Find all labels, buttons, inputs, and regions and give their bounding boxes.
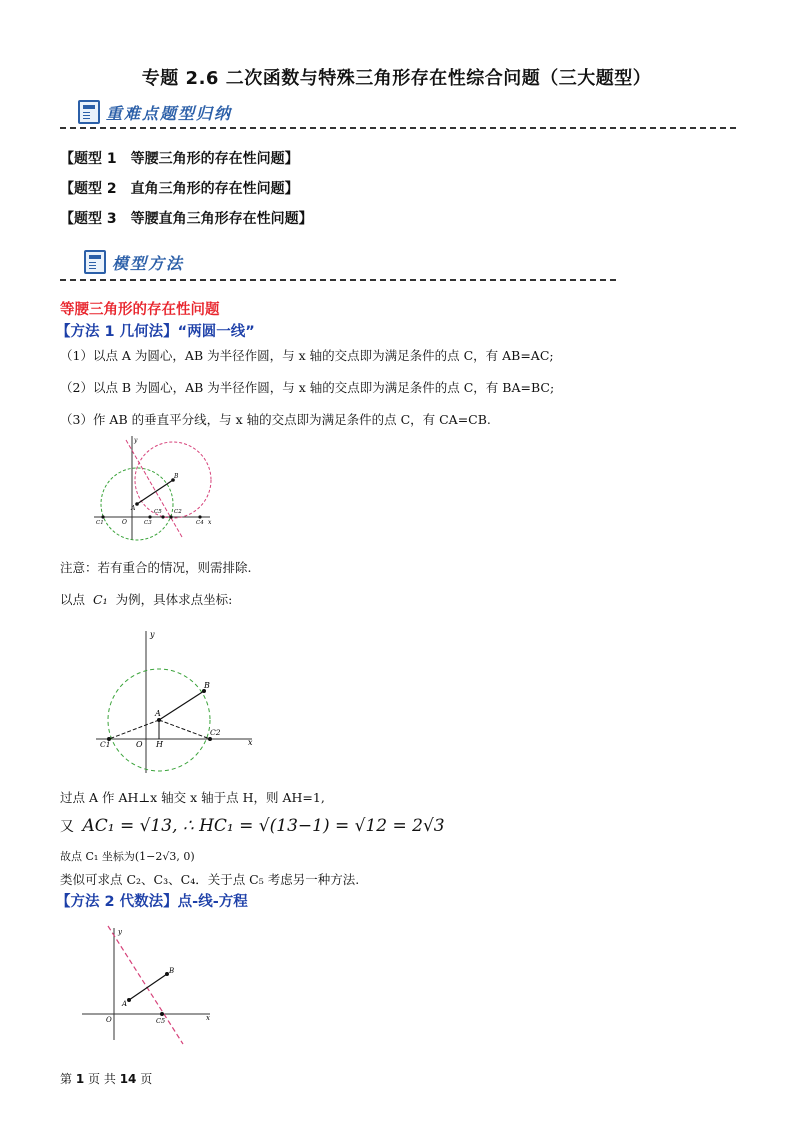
label-c5: C5 (154, 509, 162, 515)
label-a: A (122, 1000, 128, 1008)
point-c2 (169, 515, 172, 518)
page-total: 14 (119, 1072, 137, 1086)
perpendicular-bisector (108, 926, 183, 1044)
label-c5: C5 (156, 1017, 166, 1025)
label-o: O (106, 1016, 112, 1024)
point-a (127, 998, 131, 1002)
segment-ab (159, 691, 204, 720)
label-y: y (150, 630, 155, 639)
section-label: 模型方法 (112, 254, 185, 273)
calc-line-1: 过点 A 作 AH⊥x 轴交 x 轴于点 H，则 AH=1, (60, 790, 325, 805)
section-divider (60, 279, 616, 281)
step-3: （3）作 AB 的垂直平分线，与 x 轴的交点即为满足条件的点 C，有 CA=CB. (60, 412, 491, 427)
section-header-model-methods (84, 250, 184, 274)
label-a: A (155, 709, 161, 718)
figure-circle-point-a (92, 625, 262, 775)
point-c1 (101, 515, 104, 518)
type-item-1: 【题型 1 等腰三角形的存在性问题】 (60, 151, 299, 167)
label-c2: C2 (210, 728, 221, 737)
section-header-key-types (78, 100, 232, 124)
method-2-heading: 【方法 2 代数法】点-线-方程 (56, 894, 248, 910)
page-number: 1 (75, 1072, 85, 1086)
label-c1: C1 (96, 520, 104, 526)
point-a (135, 502, 139, 506)
page-footer: 第 1 页 共 14 页 (60, 1072, 153, 1086)
segment-ab (129, 974, 167, 1000)
document-icon (78, 100, 100, 124)
label-y: y (134, 437, 138, 444)
step-2: （2）以点 B 为圆心，AB 为半径作圆，与 x 轴的交点即为满足条件的点 C，有 BA=BC; (60, 380, 555, 395)
label-c4: C4 (196, 520, 204, 526)
label-o: O (136, 740, 143, 749)
figure-two-circles-one-line (90, 432, 220, 542)
segment-ac1 (109, 720, 159, 739)
type-item-2: 【题型 2 直角三角形的存在性问题】 (60, 181, 299, 197)
perpendicular-bisector (126, 440, 182, 537)
point-c2 (208, 737, 212, 741)
label-o: O (122, 519, 127, 526)
calc-line-2: 又 AC₁ = √13, ∴ HC₁ = √(13−1) = √12 = 2√3 (60, 816, 445, 836)
label-x: x (248, 738, 253, 747)
document-icon (84, 250, 106, 274)
label-a: A (131, 505, 136, 512)
point-c3 (148, 515, 151, 518)
page-title: 专题 2.6 二次函数与特殊三角形存在性综合问题（三大题型） (141, 68, 652, 89)
step-1: （1）以点 A 为圆心，AB 为半径作圆，与 x 轴的交点即为满足条件的点 C，有 AB=AC; (60, 348, 554, 363)
example-line: 以点 C₁ 为例，具体求点坐标: (60, 592, 233, 607)
section-divider (60, 127, 736, 129)
label-h: H (156, 740, 163, 749)
section-label: 重难点题型归纳 (106, 104, 233, 123)
point-a (157, 718, 161, 722)
label-c1: C1 (100, 740, 111, 749)
segment-ab (137, 480, 173, 504)
label-y: y (118, 928, 122, 936)
calc-line-3: 故点 C₁ 坐标为(1−2√3, 0) (60, 850, 195, 863)
label-b: B (169, 967, 175, 975)
note-text: 注意：若有重合的情况，则需排除. (60, 560, 252, 575)
label-x: x (208, 519, 212, 526)
isosceles-heading: 等腰三角形的存在性问题 (60, 302, 220, 318)
point-c5 (161, 515, 164, 518)
type-item-3: 【题型 3 等腰直角三角形存在性问题】 (60, 211, 313, 227)
label-c2: C2 (174, 509, 182, 515)
label-c3: C3 (144, 520, 152, 526)
segment-ac2 (159, 720, 210, 739)
label-b: B (174, 473, 179, 480)
figure-point-line-equation (78, 922, 218, 1047)
point-c4 (198, 515, 201, 518)
label-x: x (206, 1014, 210, 1022)
method-1-heading: 【方法 1 几何法】“两圆一线” (56, 324, 255, 340)
label-b: B (204, 681, 210, 690)
similar-text: 类似可求点 C₂、C₃、C₄．关于点 C₅ 考虑另一种方法. (60, 872, 360, 887)
point-c5 (160, 1012, 164, 1016)
